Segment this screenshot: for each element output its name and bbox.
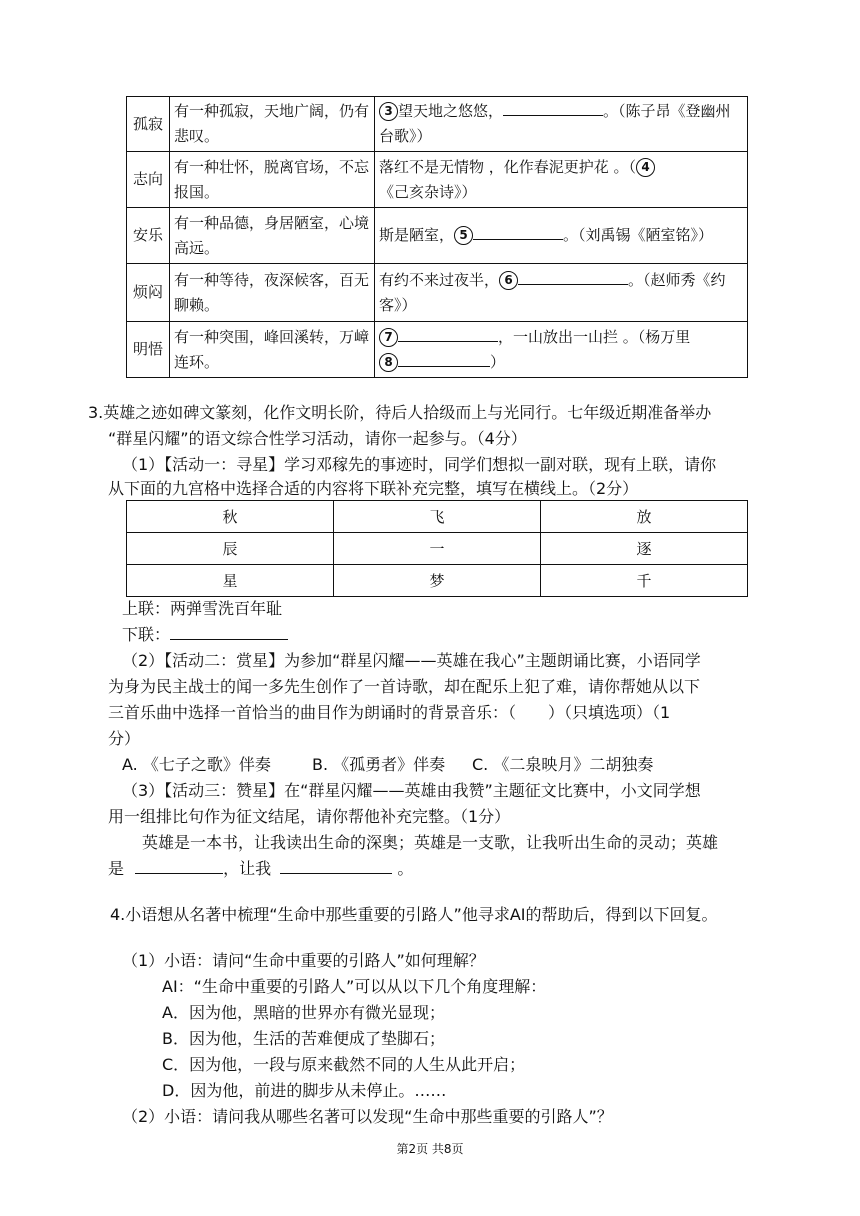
verse-source: ） [490,352,506,371]
grid-cell: 秋 [127,501,334,533]
item-number: 7 [379,328,398,347]
activity-2-text-cont: 分） [108,729,141,748]
verse-source: 。（赵师秀《约客》） [379,270,726,314]
activity-3-text: （3）【活动三：赞星】在“群星闪耀——英雄由我赞”主题征文比赛中，小文同学想 [122,781,701,800]
option-a: A. 《七子之歌》伴奏 [122,755,271,774]
answer-blank-6[interactable] [518,270,628,285]
q4-sub-1: （1）小语：请问“生命中重要的引路人”如何理解？ [122,951,485,970]
verse-text: 望天地之悠悠， [398,102,504,120]
theme-cell: 安乐 [127,208,170,264]
activity-3-fill-row [108,858,413,880]
theme-cell: 明悟 [127,322,170,378]
nine-grid-table [126,500,748,597]
verse-source: 。（陈子昂《登幽州台歌》） [379,102,731,145]
verse-cell [375,264,748,322]
upper-couplet: 上联：两弹雪洗百年耻 [122,599,283,618]
item-number: 8 [379,353,398,372]
ai-option-a: A．因为他，黑暗的世界亦有微光显现； [162,1003,445,1022]
q4-sub-2: （2）小语：请问我从哪些名著可以发现“生命中那些重要的引路人”？ [122,1107,613,1126]
desc-cell: 有一种突围，峰回溪转，万嶂连环。 [170,322,375,378]
hero-blank-1[interactable] [135,859,223,874]
activity-2-text-cont: 三首乐曲中选择一首恰当的曲目作为朗诵时的背景音乐：（ ）（只填选项）（1 [108,703,671,722]
desc-cell: 有一种品德，身居陋室，心境高远。 [170,208,375,264]
ai-option-b: B．因为他，生活的苦难便成了垫脚石； [162,1029,445,1048]
lower-couplet-label: 下联： [122,625,171,644]
poem-fill-table [126,96,748,378]
verse-cell [375,152,748,208]
table-row [127,533,748,565]
grid-cell: 辰 [127,533,334,565]
fill-text: 是 [108,859,125,878]
ai-option-d: D．因为他，前进的脚步从未停止。…… [162,1081,447,1100]
grid-cell: 星 [127,565,334,597]
verse-cell [375,97,748,152]
theme-cell: 志向 [127,152,170,208]
table-row [127,97,748,152]
grid-cell: 千 [541,565,748,597]
table-row [127,208,748,264]
answer-blank-7[interactable] [398,327,498,342]
item-number: 6 [499,271,518,290]
lower-couplet-row [122,624,288,646]
option-b: B. 《孤勇者》伴奏 [312,755,446,774]
table-row [127,565,748,597]
answer-blank-3[interactable] [503,101,603,116]
grid-cell: 飞 [334,501,541,533]
item-number: 3 [379,102,398,121]
activity-1-text: （1）【活动一：寻星】学习邓稼先的事迹时，同学们想拟一副对联，现有上联，请你 [122,455,717,474]
desc-cell: 有一种等待，夜深候客，百无聊赖。 [170,264,375,322]
activity-3-text-cont: 英雄是一本书，让我读出生命的深奥；英雄是一支歌，让我听出生命的灵动；英雄 [142,833,719,852]
q3-intro-cont: “群星闪耀”的语文综合性学习活动，请你一起参与。（4分） [108,429,527,448]
hero-blank-2[interactable] [280,859,392,874]
fill-text: 。 [397,859,414,878]
verse-text: 斯是陋室， [379,226,455,244]
grid-cell: 逐 [541,533,748,565]
verse-cell [375,208,748,264]
fill-text: ，让我 [223,859,272,878]
page-footer: 第2页 共8页 [396,1142,464,1156]
ai-option-c: C．因为他，一段与原来截然不同的人生从此开启； [162,1055,526,1074]
activity-2-text-cont: 为身为民主战士的闻一多先生创作了一首诗歌，却在配乐上犯了难，请你帮她从以下 [108,677,701,696]
ai-reply: AI：“生命中重要的引路人”可以从以下几个角度理解： [162,977,547,996]
grid-cell: 梦 [334,565,541,597]
verse-text: 落红不是无情物 ，化作春泥更护花 。（ [379,157,637,176]
activity-3-text-cont: 用一组排比句作为征文结尾，请你帮他补充完整。（1分） [108,807,511,826]
table-row [127,264,748,322]
verse-cell [375,322,748,378]
item-number: 4 [636,158,655,177]
grid-cell: 放 [541,501,748,533]
item-number: 5 [454,226,473,245]
theme-cell: 孤寂 [127,97,170,152]
table-row [127,152,748,208]
activity-2-text: （2）【活动二：赏星】为参加“群星闪耀——英雄在我心”主题朗诵比赛，小语同学 [122,651,701,670]
desc-cell: 有一种壮怀，脱离官场，不忘报国。 [170,152,375,208]
lower-couplet-blank[interactable] [170,625,288,640]
verse-text: ，一山放出一山拦 。（杨万里 [498,327,691,346]
verse-source: 《己亥杂诗》） [379,182,477,201]
answer-blank-5[interactable] [473,225,563,240]
table-row [127,322,748,378]
option-c: C. 《二泉映月》二胡独奏 [472,755,654,774]
activity-1-text-cont: 从下面的九宫格中选择合适的内容将下联补充完整，填写在横线上。（2分） [108,479,639,498]
table-row [127,501,748,533]
verse-source: 。（刘禹锡《陋室铭》） [563,226,714,244]
verse-text: 有约不来过夜半， [379,270,500,289]
answer-blank-8[interactable] [398,352,490,367]
q3-intro: 3.英雄之迹如碑文篆刻，化作文明长阶，待后人拾级而上与光同行。七年级近期准备举办 [88,403,712,422]
desc-cell: 有一种孤寂，天地广阔，仍有悲叹。 [170,97,375,152]
grid-cell: 一 [334,533,541,565]
theme-cell: 烦闷 [127,264,170,322]
q4-intro: 4.小语想从名著中梳理“生命中那些重要的引路人”他寻求AI的帮助后，得到以下回复。 [110,905,718,924]
